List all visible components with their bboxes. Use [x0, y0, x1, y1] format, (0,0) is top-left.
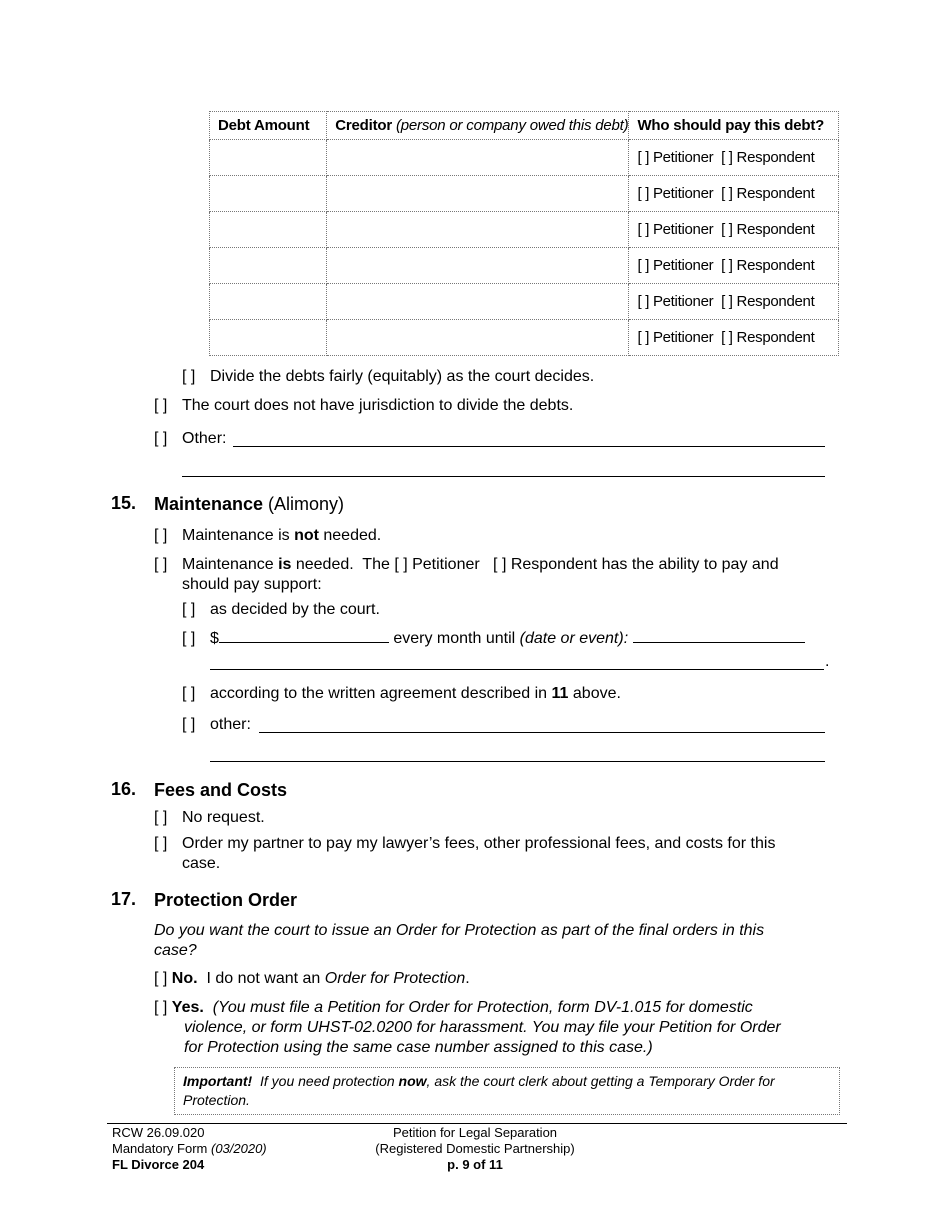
petitioner-checkbox[interactable]: [ ] — [637, 329, 650, 346]
important-notice-line1 — [183, 1072, 831, 1091]
footer-title-1: Petition for Legal Separation — [392, 1125, 558, 1140]
creditor-cell[interactable] — [327, 284, 629, 320]
header-creditor-italic: (person or company owed this debt) — [395, 117, 629, 134]
debt-table — [209, 111, 839, 356]
agreement-post: above. — [568, 685, 621, 702]
protection-yes-checkbox[interactable]: [ ] — [154, 999, 168, 1016]
section-15-subtitle: (Alimony) — [268, 494, 345, 514]
maintenance-court-checkbox[interactable]: [ ] — [182, 601, 196, 618]
creditor-cell[interactable] — [327, 212, 629, 248]
important-post: , ask the court clerk about getting a Temporary Order for — [426, 1073, 775, 1089]
no-jurisdiction-label: The court does not have jurisdiction to divide the debts. — [182, 397, 574, 414]
dollar-sign: $ — [210, 630, 219, 647]
no-jurisdiction-checkbox[interactable]: [ ] — [154, 397, 168, 414]
who-pays-cell — [629, 284, 839, 320]
footer-center — [325, 1125, 625, 1173]
fees-order-checkbox[interactable]: [ ] — [154, 835, 168, 852]
respondent-label: Respondent — [736, 221, 815, 238]
footer-form-id: FL Divorce 204 — [112, 1157, 205, 1172]
table-row — [210, 176, 839, 212]
petitioner-label: Petitioner — [652, 221, 714, 238]
agreement-section-ref: 11 — [551, 685, 569, 702]
protection-question-line2: case? — [154, 942, 197, 959]
debts-other-option — [154, 429, 226, 449]
maintenance-needed-checkbox[interactable]: [ ] — [154, 556, 168, 573]
maintenance-court-option — [182, 600, 380, 620]
protection-no-checkbox[interactable]: [ ] — [154, 970, 168, 987]
respondent-checkbox[interactable]: [ ] — [721, 329, 733, 346]
petitioner-checkbox[interactable]: [ ] — [637, 257, 650, 274]
protection-no-italic: Order for Protection — [324, 970, 466, 987]
maintenance-not-needed-option — [154, 526, 381, 546]
debt-amount-cell[interactable] — [210, 212, 327, 248]
respondent-label: Respondent — [736, 329, 815, 346]
section-15-number: 15. — [111, 493, 137, 513]
respondent-label: Respondent — [736, 185, 815, 202]
section-16-number: 16. — [111, 779, 137, 799]
creditor-cell[interactable] — [327, 248, 629, 284]
who-pays-cell — [629, 212, 839, 248]
maintenance-needed-mid: needed. The — [291, 556, 395, 573]
petitioner-checkbox[interactable]: [ ] — [637, 149, 650, 166]
maintenance-not-needed-post: needed. — [318, 527, 382, 544]
maintenance-needed-pre: Maintenance — [182, 556, 279, 573]
creditor-cell[interactable] — [327, 140, 629, 176]
maintenance-other-label: other: — [210, 716, 251, 733]
respondent-checkbox[interactable]: [ ] — [721, 149, 733, 166]
fees-order-option — [154, 834, 775, 854]
monthly-until-line-2[interactable] — [210, 669, 824, 670]
maintenance-agreement-option — [182, 684, 621, 704]
protection-no-post: . — [465, 970, 470, 987]
petitioner-checkbox[interactable]: [ ] — [637, 185, 650, 202]
protection-no-option — [154, 969, 470, 989]
maintenance-other-line-1[interactable] — [259, 732, 825, 733]
maintenance-monthly-checkbox[interactable]: [ ] — [182, 630, 196, 647]
maintenance-needed-option — [154, 555, 779, 575]
header-who-pays: Who should pay this debt? — [629, 112, 839, 140]
debt-amount-cell[interactable] — [210, 284, 327, 320]
header-creditor-bold: Creditor — [335, 117, 392, 134]
maintenance-court-label: as decided by the court. — [210, 601, 380, 618]
section-15-title-text: Maintenance — [154, 494, 264, 514]
maintenance-monthly-option — [182, 627, 805, 649]
header-debt-amount: Debt Amount — [210, 112, 327, 140]
debts-other-label: Other: — [182, 430, 227, 447]
divide-debts-checkbox[interactable]: [ ] — [182, 368, 196, 385]
monthly-until-field[interactable] — [633, 627, 805, 643]
footer-form-date: (03/2020) — [210, 1141, 267, 1156]
footer-divider — [107, 1123, 847, 1124]
monthly-until-label: (date or event): — [519, 630, 629, 647]
divide-debts-option — [182, 367, 594, 387]
payer-petitioner-label: Petitioner — [412, 556, 480, 573]
respondent-checkbox[interactable]: [ ] — [721, 293, 733, 310]
monthly-amount-field[interactable] — [219, 627, 389, 643]
petitioner-label: Petitioner — [652, 293, 714, 310]
payer-respondent-checkbox[interactable]: [ ] — [493, 556, 507, 573]
respondent-checkbox[interactable]: [ ] — [721, 185, 733, 202]
petitioner-label: Petitioner — [652, 257, 714, 274]
fees-no-request-checkbox[interactable]: [ ] — [154, 809, 168, 826]
section-15-title — [154, 493, 344, 515]
debts-other-checkbox[interactable]: [ ] — [154, 430, 168, 447]
creditor-cell[interactable] — [327, 320, 629, 356]
maintenance-not-needed-pre: Maintenance is — [182, 527, 295, 544]
monthly-end-period: . — [825, 653, 830, 670]
table-row — [210, 284, 839, 320]
petitioner-checkbox[interactable]: [ ] — [637, 221, 650, 238]
maintenance-not-needed-checkbox[interactable]: [ ] — [154, 527, 168, 544]
who-pays-cell — [629, 140, 839, 176]
protection-yes-option — [154, 998, 753, 1018]
no-jurisdiction-option — [154, 396, 573, 416]
who-pays-cell — [629, 176, 839, 212]
footer-left — [112, 1125, 267, 1173]
important-notice-box — [174, 1067, 840, 1115]
important-notice-line2: Protection. — [183, 1092, 250, 1108]
maintenance-other-line-2[interactable] — [210, 761, 825, 762]
footer-page-number: p. 9 of 11 — [447, 1157, 503, 1172]
fees-no-request-option — [154, 808, 265, 828]
petitioner-label: Petitioner — [652, 149, 714, 166]
petitioner-label: Petitioner — [652, 329, 714, 346]
maintenance-other-checkbox[interactable]: [ ] — [182, 716, 196, 733]
payer-respondent-label: Respondent — [510, 556, 598, 573]
respondent-label: Respondent — [736, 149, 815, 166]
petitioner-label: Petitioner — [652, 185, 714, 202]
protection-question-line1: Do you want the court to issue an Order for Protection as part of the final orders in this — [154, 922, 765, 939]
fees-no-request-label: No request. — [182, 809, 265, 826]
table-row — [210, 320, 839, 356]
who-pays-cell — [629, 248, 839, 284]
debt-amount-cell[interactable] — [210, 140, 327, 176]
maintenance-agreement-checkbox[interactable]: [ ] — [182, 685, 196, 702]
protection-yes-line1: (You must file a Petition for Order for Protection, form DV-1.015 for domestic — [212, 999, 753, 1016]
maintenance-needed-post: has the ability to pay and — [597, 556, 779, 573]
maintenance-needed-line2: should pay support: — [182, 576, 322, 593]
maintenance-not-needed-bold: not — [294, 527, 319, 544]
footer-rcw: RCW 26.09.020 — [112, 1125, 205, 1140]
footer-mandatory — [112, 1141, 267, 1157]
fees-order-line2: case. — [182, 855, 221, 872]
section-17-number: 17. — [111, 889, 137, 909]
footer-mandatory-label: Mandatory Form — [112, 1141, 211, 1156]
debt-amount-cell[interactable] — [210, 176, 327, 212]
debt-table-header-row — [210, 112, 839, 140]
footer-title-2: (Registered Domestic Partnership) — [375, 1141, 575, 1156]
protection-yes-bold: Yes. — [171, 999, 204, 1016]
protection-yes-line3: for Protection using the same case number assigned to this case.) — [184, 1039, 653, 1056]
debts-other-line-1[interactable] — [233, 446, 825, 447]
important-now: now — [398, 1073, 427, 1089]
important-pre: If you need protection — [252, 1073, 399, 1089]
debt-amount-cell[interactable] — [210, 320, 327, 356]
creditor-cell[interactable] — [327, 176, 629, 212]
who-pays-cell — [629, 320, 839, 356]
section-17-title: Protection Order — [154, 890, 298, 910]
fees-order-line1: Order my partner to pay my lawyer’s fees, other professional fees, and costs for this — [182, 835, 776, 852]
debt-amount-cell[interactable] — [210, 248, 327, 284]
table-row — [210, 248, 839, 284]
protection-yes-line2: violence, or form UHST-02.0200 for harassment. You may file your Petition for Order — [184, 1019, 781, 1036]
monthly-mid: every month until — [388, 630, 520, 647]
maintenance-other-option — [182, 715, 251, 735]
divide-debts-label: Divide the debts fairly (equitably) as the court decides. — [210, 368, 595, 385]
respondent-label: Respondent — [736, 257, 815, 274]
agreement-pre: according to the written agreement described in — [210, 685, 552, 702]
petitioner-checkbox[interactable]: [ ] — [637, 293, 650, 310]
table-row — [210, 140, 839, 176]
section-16-title: Fees and Costs — [154, 780, 288, 800]
protection-no-bold: No. — [171, 970, 198, 987]
respondent-label: Respondent — [736, 293, 815, 310]
respondent-checkbox[interactable]: [ ] — [721, 257, 733, 274]
table-row — [210, 212, 839, 248]
protection-no-pre: I do not want an — [197, 970, 325, 987]
maintenance-needed-bold: is — [278, 556, 292, 573]
debts-other-line-2[interactable] — [182, 476, 825, 477]
important-label: Important! — [183, 1073, 253, 1089]
header-creditor — [327, 112, 629, 140]
payer-petitioner-checkbox[interactable]: [ ] — [394, 556, 408, 573]
respondent-checkbox[interactable]: [ ] — [721, 221, 733, 238]
